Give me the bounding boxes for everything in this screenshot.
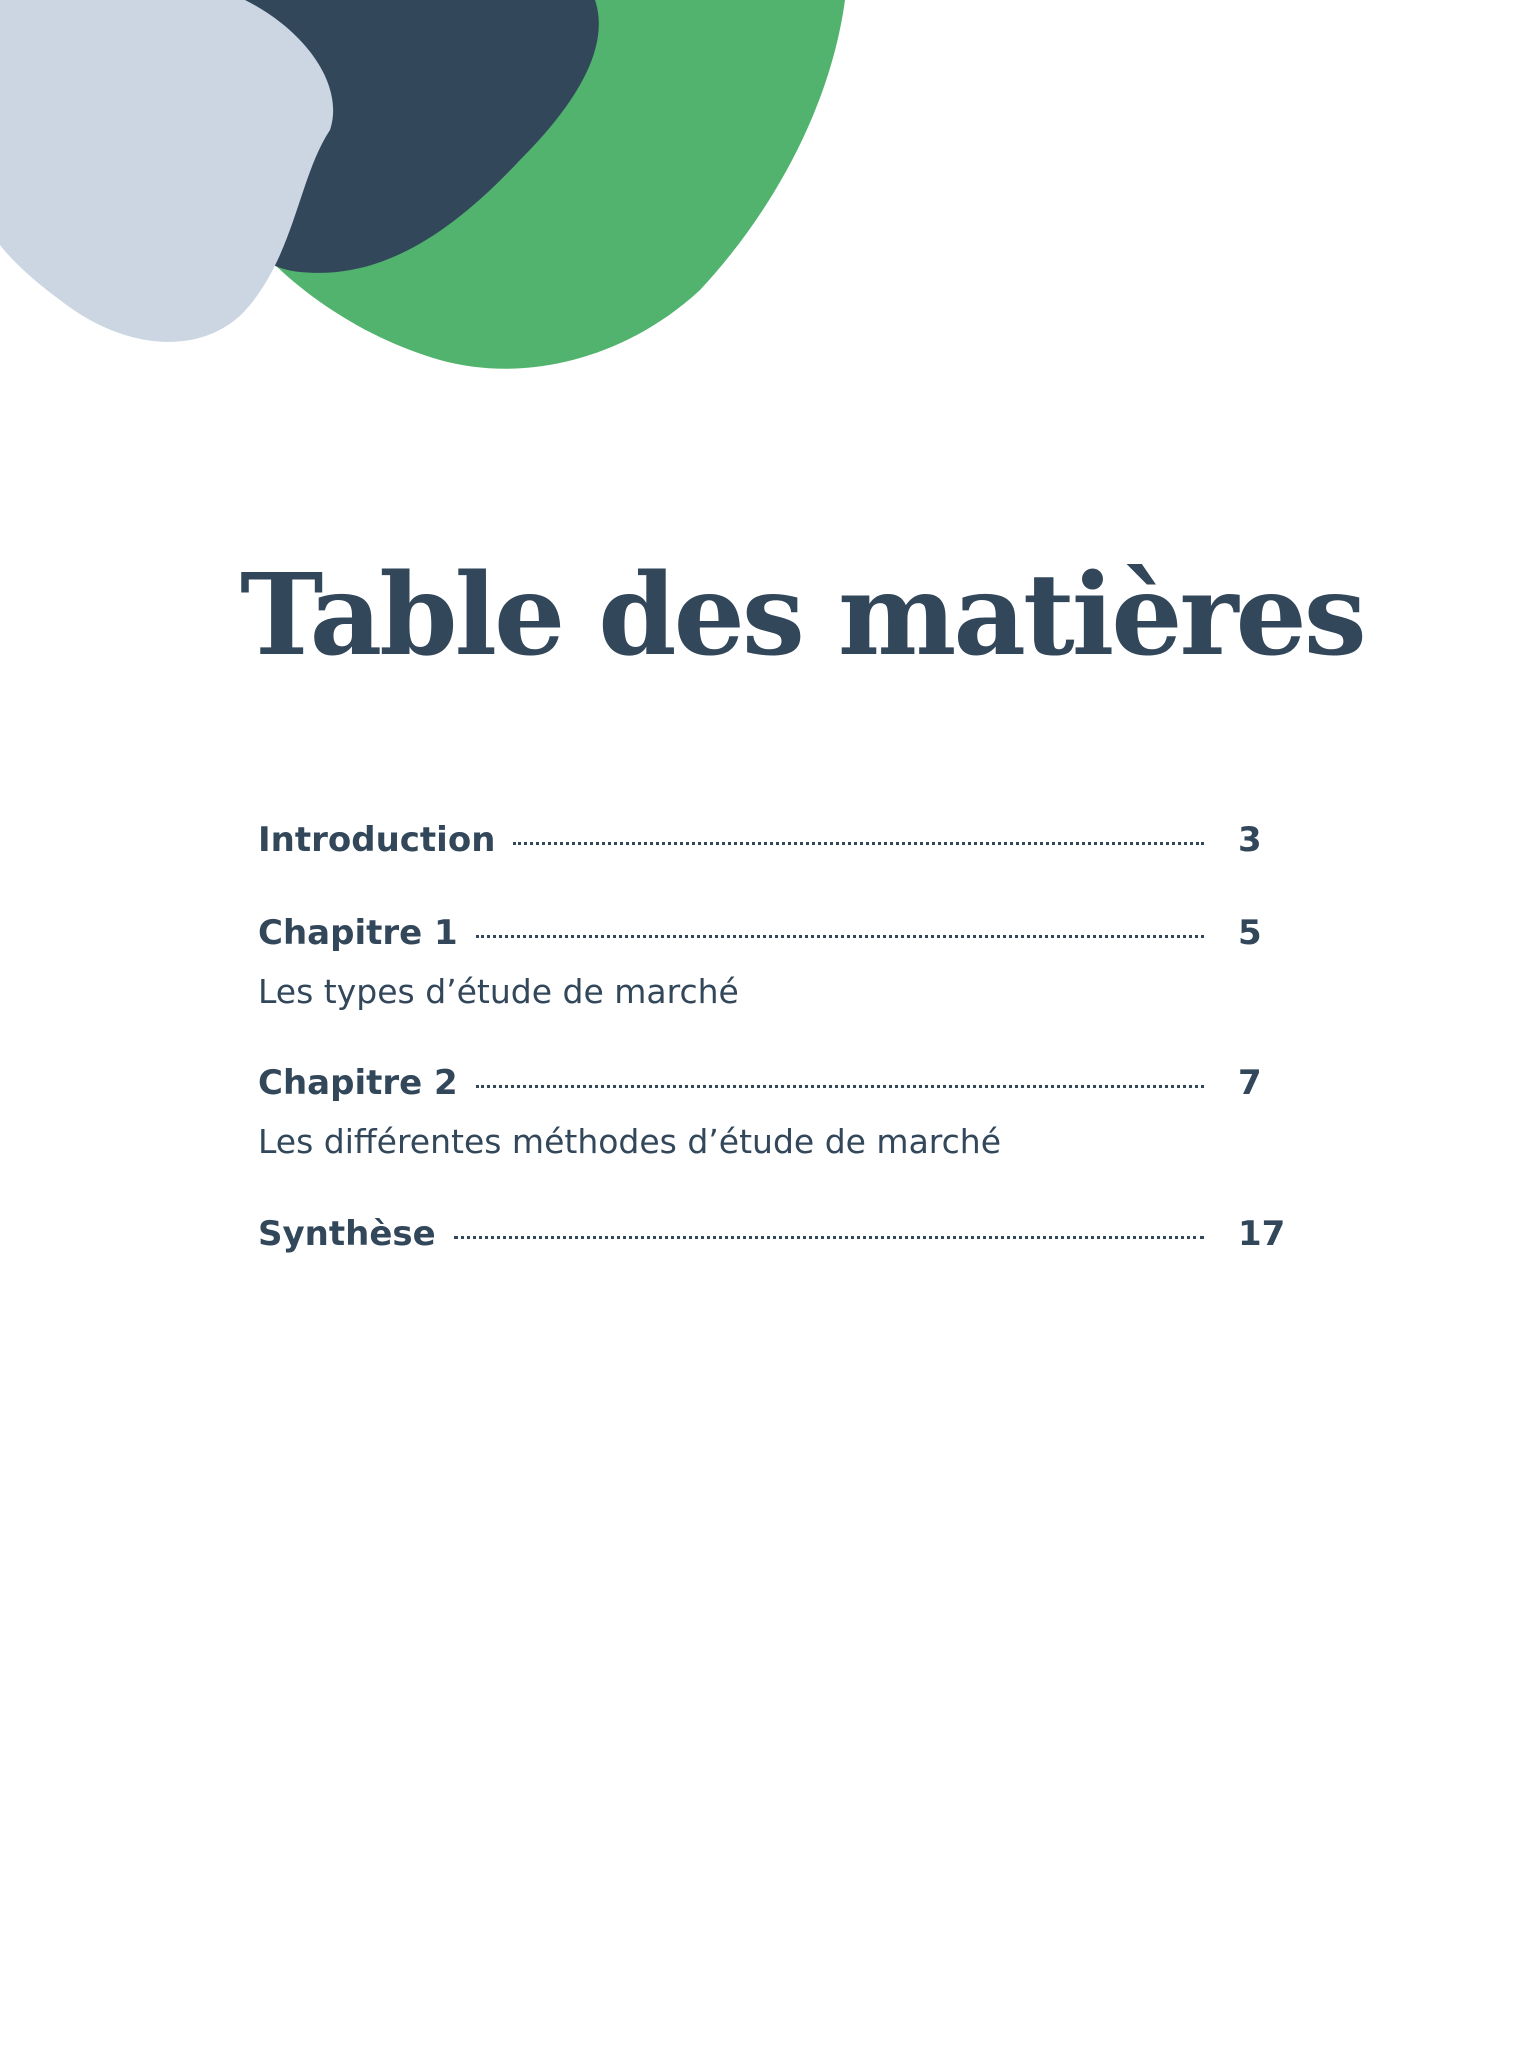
dotted-leader xyxy=(476,1085,1204,1088)
dotted-leader xyxy=(476,935,1204,938)
toc-entry-chapitre-2[interactable] xyxy=(258,1063,1298,1161)
toc-label: Synthèse xyxy=(258,1213,436,1254)
toc-page-number: 17 xyxy=(1238,1213,1286,1254)
toc-entry-chapitre-1[interactable] xyxy=(258,913,1298,1011)
toc-page-number: 7 xyxy=(1238,1063,1262,1104)
toc-row xyxy=(258,1214,1298,1255)
decorative-blobs xyxy=(0,0,900,400)
toc-entry-introduction[interactable] xyxy=(258,820,1298,861)
toc-row xyxy=(258,820,1298,861)
toc-subtitle: Les différentes méthodes d’étude de marché xyxy=(258,1121,1001,1161)
dotted-leader xyxy=(454,1236,1204,1239)
toc-row xyxy=(258,913,1298,954)
toc-page-number: 3 xyxy=(1238,820,1262,860)
toc-row xyxy=(258,1063,1298,1104)
dotted-leader xyxy=(513,842,1204,845)
toc-page-number: 5 xyxy=(1238,912,1262,953)
toc-subtitle: Les types d’étude de marché xyxy=(258,971,739,1011)
toc-label: Chapitre 2 xyxy=(258,1063,458,1104)
toc-label: Introduction xyxy=(258,820,496,860)
page-title: Table des matières xyxy=(240,550,1364,681)
table-of-contents xyxy=(258,820,1298,1306)
toc-label: Chapitre 1 xyxy=(258,912,458,953)
toc-entry-synthese[interactable] xyxy=(258,1214,1298,1255)
light-blue-blob xyxy=(0,0,333,342)
